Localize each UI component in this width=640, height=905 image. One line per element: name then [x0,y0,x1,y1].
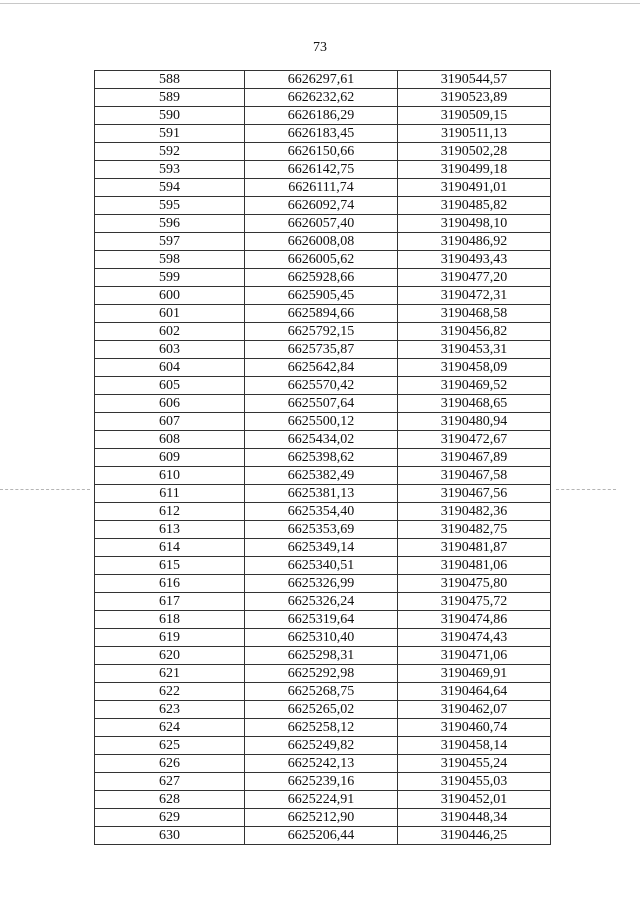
x-coordinate-cell: 6625292,98 [245,665,398,683]
y-coordinate-cell: 3190475,72 [398,593,551,611]
x-coordinate-cell: 6625354,40 [245,503,398,521]
point-number-cell: 622 [95,683,245,701]
point-number-cell: 621 [95,665,245,683]
x-coordinate-cell: 6625258,12 [245,719,398,737]
y-coordinate-cell: 3190486,92 [398,233,551,251]
x-coordinate-cell: 6625500,12 [245,413,398,431]
table-row [95,665,551,683]
x-coordinate-cell: 6625212,90 [245,809,398,827]
x-coordinate-cell: 6625928,66 [245,269,398,287]
point-number-cell: 594 [95,179,245,197]
y-coordinate-cell: 3190523,89 [398,89,551,107]
point-number-cell: 602 [95,323,245,341]
table-row [95,773,551,791]
point-number-cell: 590 [95,107,245,125]
y-coordinate-cell: 3190474,43 [398,629,551,647]
y-coordinate-cell: 3190456,82 [398,323,551,341]
x-coordinate-cell: 6625298,31 [245,647,398,665]
table-row [95,485,551,503]
y-coordinate-cell: 3190482,36 [398,503,551,521]
point-number-cell: 627 [95,773,245,791]
coordinates-table [94,70,551,845]
table-row [95,503,551,521]
x-coordinate-cell: 6625507,64 [245,395,398,413]
table-row [95,737,551,755]
point-number-cell: 597 [95,233,245,251]
point-number-cell: 617 [95,593,245,611]
point-number-cell: 603 [95,341,245,359]
y-coordinate-cell: 3190455,24 [398,755,551,773]
x-coordinate-cell: 6625239,16 [245,773,398,791]
x-coordinate-cell: 6625224,91 [245,791,398,809]
y-coordinate-cell: 3190482,75 [398,521,551,539]
table-row [95,395,551,413]
point-number-cell: 605 [95,377,245,395]
y-coordinate-cell: 3190464,64 [398,683,551,701]
point-number-cell: 610 [95,467,245,485]
table-row [95,377,551,395]
table-row [95,269,551,287]
x-coordinate-cell: 6626142,75 [245,161,398,179]
y-coordinate-cell: 3190481,87 [398,539,551,557]
x-coordinate-cell: 6625894,66 [245,305,398,323]
y-coordinate-cell: 3190468,58 [398,305,551,323]
point-number-cell: 609 [95,449,245,467]
x-coordinate-cell: 6625265,02 [245,701,398,719]
point-number-cell: 618 [95,611,245,629]
point-number-cell: 623 [95,701,245,719]
x-coordinate-cell: 6625340,51 [245,557,398,575]
x-coordinate-cell: 6625792,15 [245,323,398,341]
x-coordinate-cell: 6626232,62 [245,89,398,107]
x-coordinate-cell: 6625326,24 [245,593,398,611]
x-coordinate-cell: 6626297,61 [245,71,398,89]
y-coordinate-cell: 3190458,14 [398,737,551,755]
x-coordinate-cell: 6626092,74 [245,197,398,215]
point-number-cell: 620 [95,647,245,665]
x-coordinate-cell: 6625249,82 [245,737,398,755]
y-coordinate-cell: 3190467,56 [398,485,551,503]
table-row [95,431,551,449]
table-row [95,719,551,737]
table-row [95,197,551,215]
table-row [95,809,551,827]
point-number-cell: 592 [95,143,245,161]
table-row [95,323,551,341]
scan-artifact-left [0,489,90,490]
x-coordinate-cell: 6625353,69 [245,521,398,539]
y-coordinate-cell: 3190502,28 [398,143,551,161]
table-row [95,683,551,701]
y-coordinate-cell: 3190472,31 [398,287,551,305]
point-number-cell: 629 [95,809,245,827]
table-row [95,107,551,125]
y-coordinate-cell: 3190511,13 [398,125,551,143]
point-number-cell: 619 [95,629,245,647]
y-coordinate-cell: 3190498,10 [398,215,551,233]
y-coordinate-cell: 3190468,65 [398,395,551,413]
table-row [95,827,551,845]
y-coordinate-cell: 3190485,82 [398,197,551,215]
point-number-cell: 613 [95,521,245,539]
y-coordinate-cell: 3190481,06 [398,557,551,575]
point-number-cell: 625 [95,737,245,755]
x-coordinate-cell: 6626150,66 [245,143,398,161]
x-coordinate-cell: 6625642,84 [245,359,398,377]
point-number-cell: 593 [95,161,245,179]
point-number-cell: 628 [95,791,245,809]
point-number-cell: 596 [95,215,245,233]
point-number-cell: 595 [95,197,245,215]
y-coordinate-cell: 3190474,86 [398,611,551,629]
x-coordinate-cell: 6625381,13 [245,485,398,503]
point-number-cell: 607 [95,413,245,431]
table-row [95,755,551,773]
x-coordinate-cell: 6626008,08 [245,233,398,251]
x-coordinate-cell: 6625319,64 [245,611,398,629]
x-coordinate-cell: 6625905,45 [245,287,398,305]
x-coordinate-cell: 6625398,62 [245,449,398,467]
table-row [95,521,551,539]
point-number-cell: 606 [95,395,245,413]
point-number-cell: 614 [95,539,245,557]
table-row [95,125,551,143]
table-row [95,341,551,359]
coordinates-table-body [95,71,551,845]
y-coordinate-cell: 3190458,09 [398,359,551,377]
table-row [95,557,551,575]
y-coordinate-cell: 3190467,58 [398,467,551,485]
page-number: 73 [313,40,327,55]
table-row [95,539,551,557]
table-row [95,215,551,233]
point-number-cell: 615 [95,557,245,575]
table-row [95,143,551,161]
table-row [95,251,551,269]
table-row [95,359,551,377]
x-coordinate-cell: 6625735,87 [245,341,398,359]
table-row [95,71,551,89]
table-row [95,575,551,593]
x-coordinate-cell: 6625434,02 [245,431,398,449]
point-number-cell: 616 [95,575,245,593]
table-row [95,305,551,323]
x-coordinate-cell: 6626183,45 [245,125,398,143]
point-number-cell: 612 [95,503,245,521]
x-coordinate-cell: 6625268,75 [245,683,398,701]
point-number-cell: 598 [95,251,245,269]
y-coordinate-cell: 3190460,74 [398,719,551,737]
point-number-cell: 600 [95,287,245,305]
x-coordinate-cell: 6625242,13 [245,755,398,773]
y-coordinate-cell: 3190472,67 [398,431,551,449]
point-number-cell: 601 [95,305,245,323]
point-number-cell: 611 [95,485,245,503]
y-coordinate-cell: 3190544,57 [398,71,551,89]
y-coordinate-cell: 3190467,89 [398,449,551,467]
y-coordinate-cell: 3190499,18 [398,161,551,179]
y-coordinate-cell: 3190453,31 [398,341,551,359]
scan-artifact-right [556,489,616,490]
y-coordinate-cell: 3190475,80 [398,575,551,593]
x-coordinate-cell: 6626005,62 [245,251,398,269]
x-coordinate-cell: 6626057,40 [245,215,398,233]
y-coordinate-cell: 3190452,01 [398,791,551,809]
table-row [95,179,551,197]
x-coordinate-cell: 6625326,99 [245,575,398,593]
table-row [95,449,551,467]
x-coordinate-cell: 6625206,44 [245,827,398,845]
x-coordinate-cell: 6626111,74 [245,179,398,197]
y-coordinate-cell: 3190471,06 [398,647,551,665]
table-row [95,89,551,107]
point-number-cell: 599 [95,269,245,287]
table-row [95,413,551,431]
point-number-cell: 630 [95,827,245,845]
point-number-cell: 589 [95,89,245,107]
y-coordinate-cell: 3190480,94 [398,413,551,431]
table-row [95,629,551,647]
y-coordinate-cell: 3190469,52 [398,377,551,395]
x-coordinate-cell: 6625310,40 [245,629,398,647]
y-coordinate-cell: 3190446,25 [398,827,551,845]
x-coordinate-cell: 6625382,49 [245,467,398,485]
table-row [95,647,551,665]
table-row [95,701,551,719]
x-coordinate-cell: 6625349,14 [245,539,398,557]
y-coordinate-cell: 3190455,03 [398,773,551,791]
point-number-cell: 591 [95,125,245,143]
top-scan-rule [0,3,640,4]
y-coordinate-cell: 3190509,15 [398,107,551,125]
y-coordinate-cell: 3190493,43 [398,251,551,269]
point-number-cell: 604 [95,359,245,377]
point-number-cell: 624 [95,719,245,737]
x-coordinate-cell: 6626186,29 [245,107,398,125]
table-row [95,233,551,251]
table-row [95,593,551,611]
point-number-cell: 626 [95,755,245,773]
y-coordinate-cell: 3190491,01 [398,179,551,197]
table-row [95,611,551,629]
table-row [95,161,551,179]
x-coordinate-cell: 6625570,42 [245,377,398,395]
point-number-cell: 608 [95,431,245,449]
point-number-cell: 588 [95,71,245,89]
table-row [95,467,551,485]
y-coordinate-cell: 3190469,91 [398,665,551,683]
y-coordinate-cell: 3190448,34 [398,809,551,827]
table-row [95,287,551,305]
y-coordinate-cell: 3190462,07 [398,701,551,719]
y-coordinate-cell: 3190477,20 [398,269,551,287]
table-row [95,791,551,809]
